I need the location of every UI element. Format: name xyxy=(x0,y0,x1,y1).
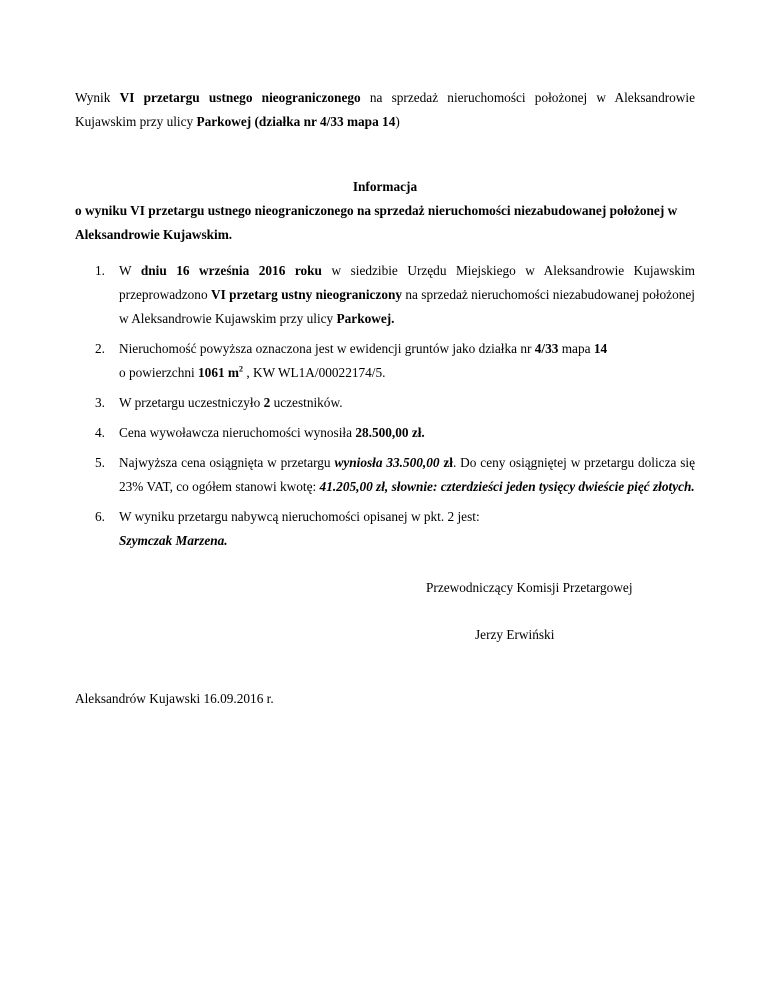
heading-subtitle: o wyniku VI przetargu ustnego nieograniczonego na sprzedaż nieruchomości niezabudowanej położonej w Aleksandrowie Kujawskim. xyxy=(75,203,678,242)
heading-title: Informacja xyxy=(352,179,418,194)
intro-bold-parcel: (działka nr 4/33 mapa 14 xyxy=(254,114,396,129)
item-text: . Do ceny osiągniętej w przetargu dolicza się 23% VAT, co ogółem stanowi kwotę: xyxy=(119,455,695,494)
item-text: uczestników. xyxy=(270,395,343,410)
auction-date: dniu 16 września 2016 roku xyxy=(140,263,322,278)
list-item-1 xyxy=(75,259,695,331)
item-text: na sprzedaż nieruchomości niezabudowanej położonej w Aleksandrowie Kujawskim przy ulicy xyxy=(119,287,695,326)
list-item-6 xyxy=(75,505,695,553)
list-number: 3. xyxy=(95,395,105,410)
list-number: 4. xyxy=(95,425,105,440)
buyer-name: Szymczak Marzena. xyxy=(119,533,228,548)
intro-paragraph xyxy=(75,86,695,134)
list-number: 6. xyxy=(95,509,105,524)
results-list xyxy=(75,259,695,559)
item-text: W wyniku przetargu nabywcą nieruchomości opisanej w pkt. 2 jest: xyxy=(119,509,480,524)
item-text: Nieruchomość powyższa oznaczona jest w ewidencji gruntów jako działka nr xyxy=(119,341,535,356)
item-text: mapa xyxy=(558,341,594,356)
list-item-3 xyxy=(75,391,695,415)
participant-count: 2 xyxy=(263,395,271,410)
signature-title: Przewodniczący Komisji Przetargowej xyxy=(426,580,633,595)
area-unit-superscript: 2 xyxy=(239,364,244,374)
total-amount: 41.205,00 zł, słownie: czterdzieści jeden tysięcy dwieście pięć złotych. xyxy=(319,479,695,494)
list-number: 1. xyxy=(95,263,105,278)
parcel-number: 4/33 xyxy=(534,341,559,356)
item-text: Cena wywoławcza nieruchomości wynosiła xyxy=(119,425,356,440)
intro-text: Wynik xyxy=(75,90,120,105)
auction-type: VI przetarg ustny nieograniczony xyxy=(210,287,403,302)
signature-name: Jerzy Erwiński xyxy=(475,627,555,642)
parcel-area: 1061 m xyxy=(198,365,240,380)
list-item-2 xyxy=(75,337,695,385)
item-text: Najwyższa cena osiągnięta w przetargu xyxy=(119,455,335,470)
map-number: 14 xyxy=(593,341,608,356)
place-and-date: Aleksandrów Kujawski 16.09.2016 r. xyxy=(75,691,274,706)
intro-text: na sprzedaż nieruchomości położonej w Aleksandrowie Kujawskim przy ulicy xyxy=(75,90,695,129)
list-number: 2. xyxy=(95,341,105,356)
land-register-number: , KW WL1A/00022174/5. xyxy=(243,365,386,380)
item-text: o powierzchni xyxy=(119,365,199,380)
currency-label: zł xyxy=(443,455,453,470)
document-heading xyxy=(75,175,695,247)
list-item-5 xyxy=(75,451,695,499)
intro-bold-auction: VI przetargu ustnego nieograniczonego xyxy=(119,90,361,105)
item-text: W xyxy=(119,263,141,278)
item-text: W przetargu uczestniczyło xyxy=(119,395,264,410)
highest-price: wyniosła 33.500,00 xyxy=(334,455,440,470)
list-item-4 xyxy=(75,421,695,445)
list-number: 5. xyxy=(95,455,105,470)
street-name: Parkowej. xyxy=(336,311,395,326)
item-text: w siedzibie Urzędu Miejskiego w Aleksandrowie Kujawskim przeprowadzono xyxy=(119,263,695,302)
intro-bold-street: Parkowej xyxy=(196,114,252,129)
intro-text: ) xyxy=(395,114,400,129)
starting-price: 28.500,00 zł. xyxy=(355,425,425,440)
